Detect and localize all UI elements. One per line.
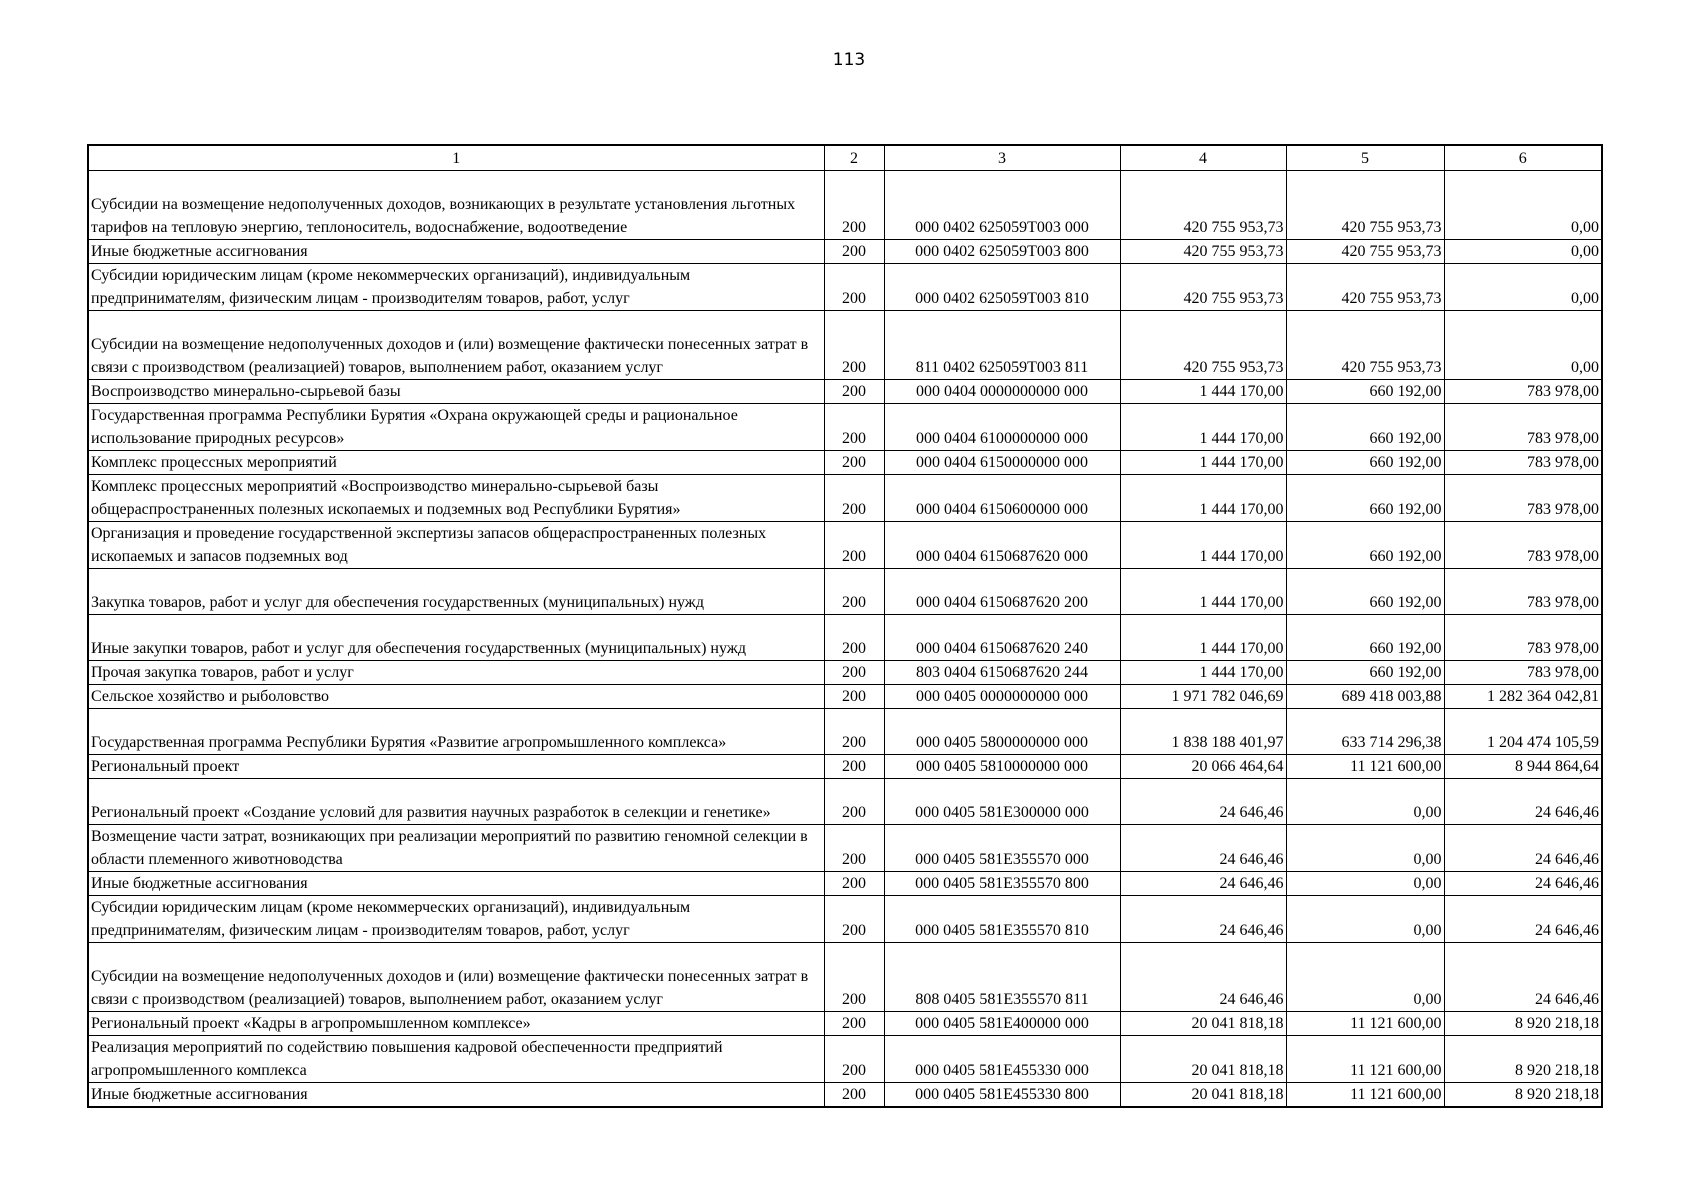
row-value5-cell: 11 121 600,00 [1286, 1012, 1444, 1036]
row-code-cell: 000 0404 0000000000 000 [884, 380, 1120, 404]
row-name-cell: Государственная программа Республики Бурятия «Развитие агропромышленного комплекса» [88, 709, 824, 755]
row-code-cell: 000 0402 625059Т003 810 [884, 264, 1120, 311]
row-value6-cell: 783 978,00 [1444, 522, 1602, 569]
row-value4-cell: 20 041 818,18 [1120, 1036, 1286, 1083]
row-col2-cell: 200 [824, 755, 884, 779]
table-row [88, 380, 1602, 404]
row-col2-cell: 200 [824, 615, 884, 661]
row-value5-cell: 0,00 [1286, 943, 1444, 1012]
row-value5-cell: 633 714 296,38 [1286, 709, 1444, 755]
row-col2-cell: 200 [824, 709, 884, 755]
row-value4-cell: 24 646,46 [1120, 896, 1286, 943]
row-value6-cell: 8 920 218,18 [1444, 1036, 1602, 1083]
row-value4-cell: 1 444 170,00 [1120, 451, 1286, 475]
table-row [88, 1083, 1602, 1108]
row-code-cell: 000 0404 6150600000 000 [884, 475, 1120, 522]
table-row [88, 661, 1602, 685]
column-header: 3 [884, 145, 1120, 171]
row-col2-cell: 200 [824, 779, 884, 825]
column-header: 2 [824, 145, 884, 171]
row-code-cell: 808 0405 581Е355570 811 [884, 943, 1120, 1012]
row-value5-cell: 0,00 [1286, 896, 1444, 943]
row-value4-cell: 20 041 818,18 [1120, 1083, 1286, 1108]
row-name-cell: Субсидии юридическим лицам (кроме некоммерческих организаций), индивидуальным предпринимателям, физическим лицам - производителям товаров, работ, услуг [88, 264, 824, 311]
row-value6-cell: 1 204 474 105,59 [1444, 709, 1602, 755]
column-header: 6 [1444, 145, 1602, 171]
row-value6-cell: 0,00 [1444, 311, 1602, 380]
row-value4-cell: 1 444 170,00 [1120, 522, 1286, 569]
row-name-cell: Иные бюджетные ассигнования [88, 240, 824, 264]
row-col2-cell: 200 [824, 311, 884, 380]
table-row [88, 825, 1602, 872]
row-code-cell: 803 0404 6150687620 244 [884, 661, 1120, 685]
table-row [88, 404, 1602, 451]
table-row [88, 779, 1602, 825]
row-value6-cell: 783 978,00 [1444, 569, 1602, 615]
row-col2-cell: 200 [824, 380, 884, 404]
row-code-cell: 000 0404 6150000000 000 [884, 451, 1120, 475]
row-name-cell: Субсидии юридическим лицам (кроме некоммерческих организаций), индивидуальным предпринимателям, физическим лицам - производителям товаров, работ, услуг [88, 896, 824, 943]
row-code-cell: 000 0404 6100000000 000 [884, 404, 1120, 451]
row-col2-cell: 200 [824, 872, 884, 896]
row-value4-cell: 420 755 953,73 [1120, 264, 1286, 311]
row-name-cell: Иные закупки товаров, работ и услуг для обеспечения государственных (муниципальных) нужд [88, 615, 824, 661]
row-col2-cell: 200 [824, 661, 884, 685]
table-row [88, 240, 1602, 264]
row-name-cell: Закупка товаров, работ и услуг для обеспечения государственных (муниципальных) нужд [88, 569, 824, 615]
row-code-cell: 000 0405 581Е300000 000 [884, 779, 1120, 825]
row-code-cell: 000 0405 581Е355570 800 [884, 872, 1120, 896]
row-code-cell: 000 0405 581Е455330 000 [884, 1036, 1120, 1083]
row-value5-cell: 689 418 003,88 [1286, 685, 1444, 709]
row-value6-cell: 783 978,00 [1444, 451, 1602, 475]
row-col2-cell: 200 [824, 171, 884, 240]
row-col2-cell: 200 [824, 240, 884, 264]
row-value4-cell: 24 646,46 [1120, 943, 1286, 1012]
row-value4-cell: 24 646,46 [1120, 779, 1286, 825]
row-value5-cell: 0,00 [1286, 872, 1444, 896]
row-value6-cell: 783 978,00 [1444, 661, 1602, 685]
row-value4-cell: 24 646,46 [1120, 872, 1286, 896]
row-col2-cell: 200 [824, 569, 884, 615]
table-row [88, 709, 1602, 755]
row-name-cell: Иные бюджетные ассигнования [88, 1083, 824, 1108]
row-value5-cell: 660 192,00 [1286, 451, 1444, 475]
row-value4-cell: 1 444 170,00 [1120, 475, 1286, 522]
row-value5-cell: 420 755 953,73 [1286, 171, 1444, 240]
row-name-cell: Возмещение части затрат, возникающих при реализации мероприятий по развитию геномной селекции в области племенного животноводства [88, 825, 824, 872]
row-code-cell: 000 0405 581Е355570 000 [884, 825, 1120, 872]
row-value5-cell: 0,00 [1286, 779, 1444, 825]
row-name-cell: Реализация мероприятий по содействию повышения кадровой обеспеченности предприятий агропромышленного комплекса [88, 1036, 824, 1083]
row-value5-cell: 11 121 600,00 [1286, 1083, 1444, 1108]
row-value5-cell: 660 192,00 [1286, 522, 1444, 569]
table-row [88, 451, 1602, 475]
row-value5-cell: 660 192,00 [1286, 569, 1444, 615]
table-row [88, 264, 1602, 311]
row-code-cell: 000 0402 625059Т003 800 [884, 240, 1120, 264]
row-value4-cell: 1 444 170,00 [1120, 661, 1286, 685]
table-row [88, 685, 1602, 709]
row-code-cell: 000 0404 6150687620 200 [884, 569, 1120, 615]
row-code-cell: 000 0402 625059Т003 000 [884, 171, 1120, 240]
table-row [88, 311, 1602, 380]
column-header: 5 [1286, 145, 1444, 171]
row-name-cell: Комплекс процессных мероприятий «Воспроизводство минерально-сырьевой базы общераспространенных полезных ископаемых и подземных вод Республики Бурятия» [88, 475, 824, 522]
table-row [88, 171, 1602, 240]
row-value4-cell: 1 838 188 401,97 [1120, 709, 1286, 755]
row-value5-cell: 11 121 600,00 [1286, 755, 1444, 779]
row-value5-cell: 420 755 953,73 [1286, 264, 1444, 311]
row-code-cell: 000 0404 6150687620 000 [884, 522, 1120, 569]
row-name-cell: Сельское хозяйство и рыболовство [88, 685, 824, 709]
column-header: 4 [1120, 145, 1286, 171]
row-col2-cell: 200 [824, 896, 884, 943]
row-col2-cell: 200 [824, 475, 884, 522]
table-row [88, 1036, 1602, 1083]
row-value4-cell: 1 444 170,00 [1120, 380, 1286, 404]
row-name-cell: Региональный проект [88, 755, 824, 779]
row-col2-cell: 200 [824, 1036, 884, 1083]
row-value6-cell: 24 646,46 [1444, 872, 1602, 896]
row-name-cell: Региональный проект «Кадры в агропромышленном комплексе» [88, 1012, 824, 1036]
row-value6-cell: 783 978,00 [1444, 380, 1602, 404]
row-name-cell: Прочая закупка товаров, работ и услуг [88, 661, 824, 685]
row-value6-cell: 0,00 [1444, 264, 1602, 311]
row-name-cell: Региональный проект «Создание условий для развития научных разработок в селекции и генетике» [88, 779, 824, 825]
row-value6-cell: 783 978,00 [1444, 615, 1602, 661]
row-value6-cell: 24 646,46 [1444, 943, 1602, 1012]
row-value6-cell: 24 646,46 [1444, 896, 1602, 943]
row-value4-cell: 24 646,46 [1120, 825, 1286, 872]
row-col2-cell: 200 [824, 1012, 884, 1036]
row-code-cell: 000 0405 581Е455330 800 [884, 1083, 1120, 1108]
row-code-cell: 000 0405 5810000000 000 [884, 755, 1120, 779]
budget-table [87, 144, 1603, 1108]
column-header: 1 [88, 145, 824, 171]
table-row [88, 872, 1602, 896]
row-name-cell: Субсидии на возмещение недополученных доходов и (или) возмещение фактически понесенных затрат в связи с производством (реализацией) товаров, выполнением работ, оказанием услуг [88, 943, 824, 1012]
row-code-cell: 000 0405 5800000000 000 [884, 709, 1120, 755]
row-value5-cell: 660 192,00 [1286, 615, 1444, 661]
row-value4-cell: 420 755 953,73 [1120, 171, 1286, 240]
page-number: 113 [832, 50, 866, 70]
row-value5-cell: 660 192,00 [1286, 404, 1444, 451]
row-col2-cell: 200 [824, 264, 884, 311]
row-value4-cell: 1 971 782 046,69 [1120, 685, 1286, 709]
row-value5-cell: 420 755 953,73 [1286, 240, 1444, 264]
row-value4-cell: 420 755 953,73 [1120, 311, 1286, 380]
table-row [88, 755, 1602, 779]
row-value4-cell: 1 444 170,00 [1120, 404, 1286, 451]
row-value4-cell: 420 755 953,73 [1120, 240, 1286, 264]
row-value4-cell: 20 041 818,18 [1120, 1012, 1286, 1036]
row-col2-cell: 200 [824, 943, 884, 1012]
table-row [88, 615, 1602, 661]
row-name-cell: Комплекс процессных мероприятий [88, 451, 824, 475]
row-name-cell: Субсидии на возмещение недополученных доходов, возникающих в результате установления льготных тарифов на тепловую энергию, теплоноситель, водоснабжение, водоотведение [88, 171, 824, 240]
row-col2-cell: 200 [824, 451, 884, 475]
table-row [88, 1012, 1602, 1036]
table-row [88, 569, 1602, 615]
row-code-cell: 000 0405 581Е400000 000 [884, 1012, 1120, 1036]
row-value5-cell: 660 192,00 [1286, 475, 1444, 522]
row-code-cell: 000 0405 0000000000 000 [884, 685, 1120, 709]
row-name-cell: Воспроизводство минерально-сырьевой базы [88, 380, 824, 404]
row-value6-cell: 0,00 [1444, 171, 1602, 240]
row-value4-cell: 1 444 170,00 [1120, 569, 1286, 615]
row-name-cell: Субсидии на возмещение недополученных доходов и (или) возмещение фактически понесенных затрат в связи с производством (реализацией) товаров, выполнением работ, оказанием услуг [88, 311, 824, 380]
row-code-cell: 811 0402 625059Т003 811 [884, 311, 1120, 380]
row-code-cell: 000 0405 581Е355570 810 [884, 896, 1120, 943]
row-value6-cell: 24 646,46 [1444, 825, 1602, 872]
row-value6-cell: 24 646,46 [1444, 779, 1602, 825]
row-value6-cell: 8 920 218,18 [1444, 1083, 1602, 1108]
row-value4-cell: 1 444 170,00 [1120, 615, 1286, 661]
row-code-cell: 000 0404 6150687620 240 [884, 615, 1120, 661]
row-col2-cell: 200 [824, 404, 884, 451]
row-value5-cell: 420 755 953,73 [1286, 311, 1444, 380]
table-header-row [88, 145, 1602, 171]
table-row [88, 896, 1602, 943]
table-row [88, 943, 1602, 1012]
row-name-cell: Организация и проведение государственной экспертизы запасов общераспространенных полезных ископаемых и запасов подземных вод [88, 522, 824, 569]
row-value5-cell: 11 121 600,00 [1286, 1036, 1444, 1083]
row-value5-cell: 660 192,00 [1286, 661, 1444, 685]
row-value5-cell: 0,00 [1286, 825, 1444, 872]
row-col2-cell: 200 [824, 1083, 884, 1108]
row-value6-cell: 0,00 [1444, 240, 1602, 264]
row-col2-cell: 200 [824, 522, 884, 569]
row-value6-cell: 783 978,00 [1444, 475, 1602, 522]
table-row [88, 522, 1602, 569]
table-body [88, 171, 1602, 1108]
row-value6-cell: 783 978,00 [1444, 404, 1602, 451]
row-col2-cell: 200 [824, 825, 884, 872]
row-value5-cell: 660 192,00 [1286, 380, 1444, 404]
row-name-cell: Государственная программа Республики Бурятия «Охрана окружающей среды и рациональное использование природных ресурсов» [88, 404, 824, 451]
row-name-cell: Иные бюджетные ассигнования [88, 872, 824, 896]
row-value4-cell: 20 066 464,64 [1120, 755, 1286, 779]
row-value6-cell: 1 282 364 042,81 [1444, 685, 1602, 709]
row-value6-cell: 8 920 218,18 [1444, 1012, 1602, 1036]
row-value6-cell: 8 944 864,64 [1444, 755, 1602, 779]
row-col2-cell: 200 [824, 685, 884, 709]
table-row [88, 475, 1602, 522]
